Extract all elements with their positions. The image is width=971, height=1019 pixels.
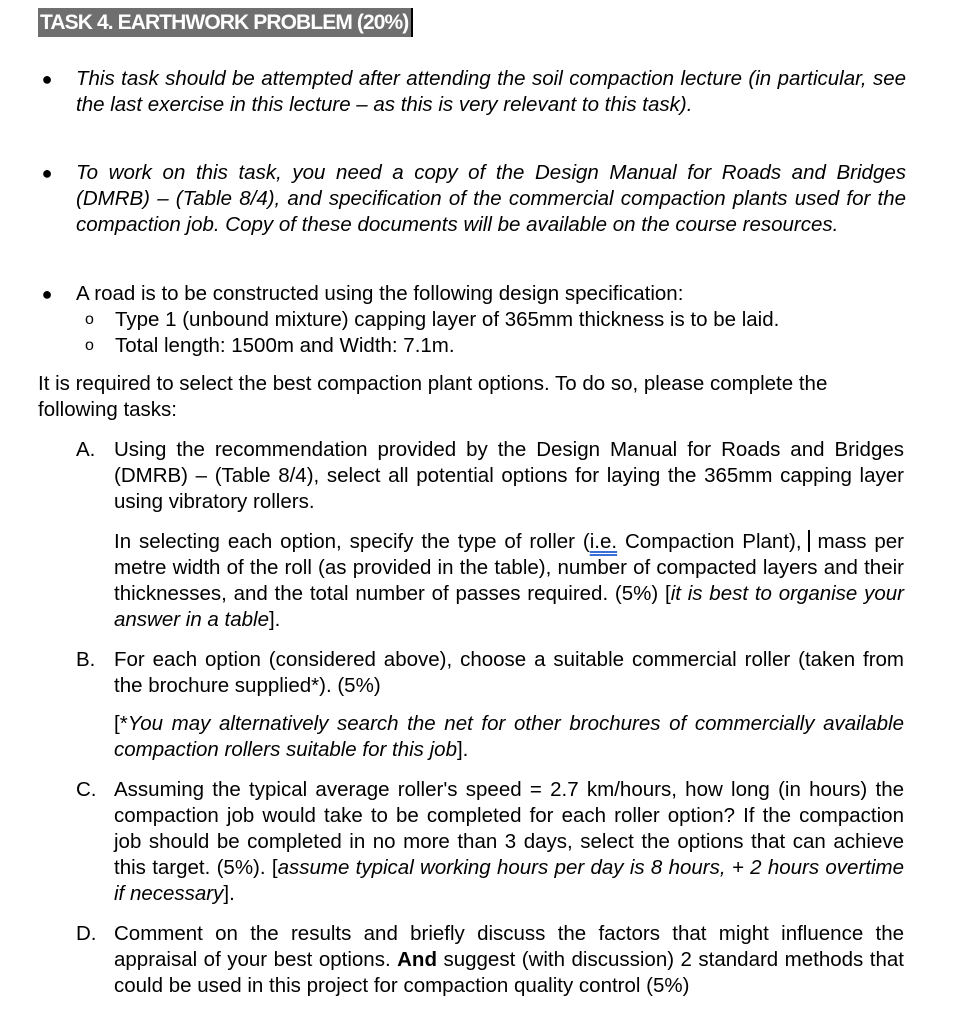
task-d-letter: D. [76,922,97,945]
task-b-note-close: ]. [456,738,469,761]
task-a-detail-mid: Compaction Plant), [617,530,802,553]
sub-item-text: Type 1 (unbound mixture) capping layer of 365mm thickness is to be laid. [115,308,780,331]
task-b-text: For each option (considered above), choose a suitable commercial roller (taken from the brochure supplied*). (5%) [114,648,904,697]
task-a-detail-end: ]. [268,608,281,631]
task-a-detail-rest: mass per metre width of the roll (as provided in the table), number of compacted layers and their thicknesses, and the total number of passes required. (5%) [ [114,530,905,605]
task-a-letter: A. [76,438,96,461]
hollow-bullet-icon: o [85,311,94,328]
task-a-detail-pre: In selecting each option, specify the type of roller ( [114,530,590,553]
task-c-text-end: ]. [223,882,235,905]
sub-item-text: Total length: 1500m and Width: 7.1m. [115,334,455,357]
task-c-text-italic: assume typical working hours per day is 8 hours, + 2 hours overtime if necessary [114,856,905,905]
bullet-dot-icon: ● [41,69,53,89]
task-c-letter: C. [76,778,97,801]
task-d-text-block [114,921,904,999]
task-b-note-italic: You may alternatively search the net for other brochures of commercially available compaction rollers suitable for this job [114,712,904,761]
task-d-text-post: suggest (with discussion) 2 standard methods that could be used in this project for compaction quality control (5%) [114,948,904,997]
task-b-note-open: [* [114,712,128,735]
intro-paragraph: It is required to select the best compaction plant options. To do so, please complete the following tasks: [38,372,828,421]
bullet-text: This task should be attempted after attending the soil compaction lecture (in particular, see the last exercise in this lecture – as this is very relevant to this task). [76,67,906,116]
task-c-text: Assuming the typical average roller's speed = 2.7 km/hours, how long (in hours) the compaction job would take to be completed for each roller option? If the compaction job should be completed in no more than 3 days, select the options that can achieve this target. (5%). [ [114,778,904,879]
task-a-detail [114,529,904,633]
task-d-text-pre: Comment on the results and briefly discuss the factors that might influence the appraisal of your best options. [114,922,904,971]
task-a-text: Using the recommendation provided by the Design Manual for Roads and Bridges (DMRB) – (Table 8/4), select all potential options for laying the 365mm capping layer using vibratory rollers. [114,438,904,513]
bullet-dot-icon: ● [41,163,53,183]
task-heading: TASK 4. EARTHWORK PROBLEM (20%) [38,8,413,37]
task-d-text-bold: And [397,948,437,971]
text-cursor [808,530,810,552]
task-b-letter: B. [76,648,96,671]
task-b-note [114,711,904,763]
hollow-bullet-icon: o [85,337,94,354]
task-a-detail-italic: it is best to organise your answer in a table [114,582,904,631]
bullet-dot-icon: ● [41,284,53,304]
bullet-text: To work on this task, you need a copy of the Design Manual for Roads and Bridges (DMRB) – (Table 8/4), and specification of the commercial compaction plants used for the compaction job. Copy of these documents will be available on the course resources. [76,161,906,236]
task-a-detail-ie: i.e. [589,530,618,553]
bullet-text: A road is to be constructed using the following design specification: [76,282,684,305]
task-c-text-block [114,777,904,907]
